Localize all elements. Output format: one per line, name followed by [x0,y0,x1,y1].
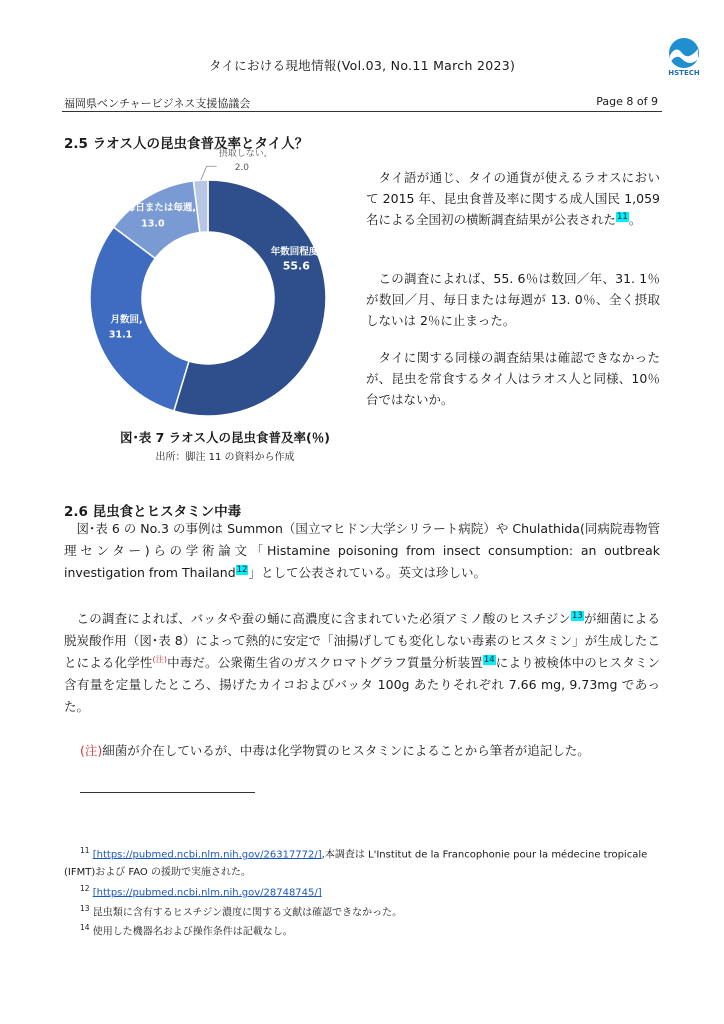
header-divider [62,111,662,112]
paragraph-thai-estimate: タイに関する同様の調査結果は確認できなかったが、昆虫を常食するタイ人はラオス人と同様、10％台ではないか。 [366,350,660,407]
footnote-ref-11[interactable]: 11 [617,211,628,222]
paragraph-histamine-detail: この調査によれば、バッタや蚕の蛹に高濃度に含まれていた必須アミノ酸のヒスチジン$^{13}$が細菌による脱炭酸作用（図･表 8）によって熱的に安定で「油揚げしても変化しない毒素のヒスタミン」が生成したことによる化学性$^{(注)}$中毒だ。公衆衛生省のガスクロマトグラフ質量分析装置$^{14}$により被検体中のヒスタミン含有量を定量したところ、揚げたカイコおよびバッタ 100g あたりそれぞれ 7.66 mg, 9.73mg であった。 [64,610,660,714]
label-never-value: 2.0 [234,163,250,174]
label-daily-weekly-category: 毎日または毎週, [125,202,196,214]
footnote-divider [80,792,255,793]
footnote-11-link[interactable]: [https://pubmed.ncbi.nlm.nih.gov/26317772/] [92,849,322,861]
paragraph-survey-result: この調査によれば、55. 6％は数回／年、31. 1％が数回／月、毎日または毎週が 13. 0％、全く摂取しないは 2％に止まった。 [366,271,660,328]
section-title-2-5: 2.5 ラオス人の昆虫食普及率とタイ人？ [64,136,309,152]
label-monthly-value: 31.1 [108,329,133,341]
chart-source: 出所：脚注 11 の資料から作成 [155,452,295,463]
author-note: (注)細菌が介在しているが、中毒は化学物質のヒスタミンによることから筆者が追記した。 [80,743,590,758]
paragraph-laos-survey: タイ語が通じ、タイの通貨が使えるラオスにおいて 2015 年、昆虫食普及率に関する成人国民 1,059 名による全国初の横断調査結果が公表された$^{11}$。 [366,170,660,227]
hstech-logo [664,37,704,77]
logo-text: HSTECH [668,69,700,77]
chart-caption: 図･表 7 ラオス人の昆虫食普及率(％) [120,430,330,445]
section-title-2-6: 2.6 昆虫食とヒスタミン中毒 [64,504,242,520]
footnote-ref-14[interactable]: 14 [483,654,495,665]
label-never-category: 摂取しない, [218,149,267,160]
label-monthly-category: 月数回, [110,314,143,326]
footnote-ref-13[interactable]: 13 [571,610,583,621]
label-yearly-category: 年数回程度, [270,246,322,258]
footnote-13: $^{13}$ 昆虫類に含有するヒスチジン濃度に関する文献は確認できなかった。 [80,904,403,919]
footnote-ref-12[interactable]: 12 [236,564,248,575]
paragraph-histamine-paper: 図･表 6 の No.3 の事例は Summon（国立マヒドン大学シリラート病院）や Chulathida(同病院毒物管理センター)らの学術論文「Histamine poisoning from insect consumption: an outbreak investigation from Thailand$^{12}$」として公表されている。英文は珍しい。 [64,521,660,580]
footnote-12: $^{12}$ [https://pubmed.ncbi.nlm.nih.gov/28748745/] [80,884,322,899]
leader-line-never [201,166,217,180]
note-mark: (注) [152,654,167,664]
document-title: タイにおける現地情報(Vol.03, No.11 March 2023) [208,58,516,73]
label-daily-weekly-value: 13.0 [141,218,165,230]
label-yearly-value: 55.6 [282,259,310,273]
donut-chart [60,149,370,430]
footnote-11: $^{11}$ [https://pubmed.ncbi.nlm.nih.gov/26317772/],本調査は L'Institut de la Francophonie pour la médecine tropicale (IFMT)および FAO の援助で実施された。 [64,846,648,879]
organization-name: 福岡県ベンチャービジネス支援協議会 [64,97,251,110]
footnote-14: $^{14}$ 使用した機器名および操作条件は記載なし。 [80,923,293,938]
footnote-12-link[interactable]: [https://pubmed.ncbi.nlm.nih.gov/28748745/] [92,887,322,899]
page-number: Page 8 of 9 [596,95,658,108]
